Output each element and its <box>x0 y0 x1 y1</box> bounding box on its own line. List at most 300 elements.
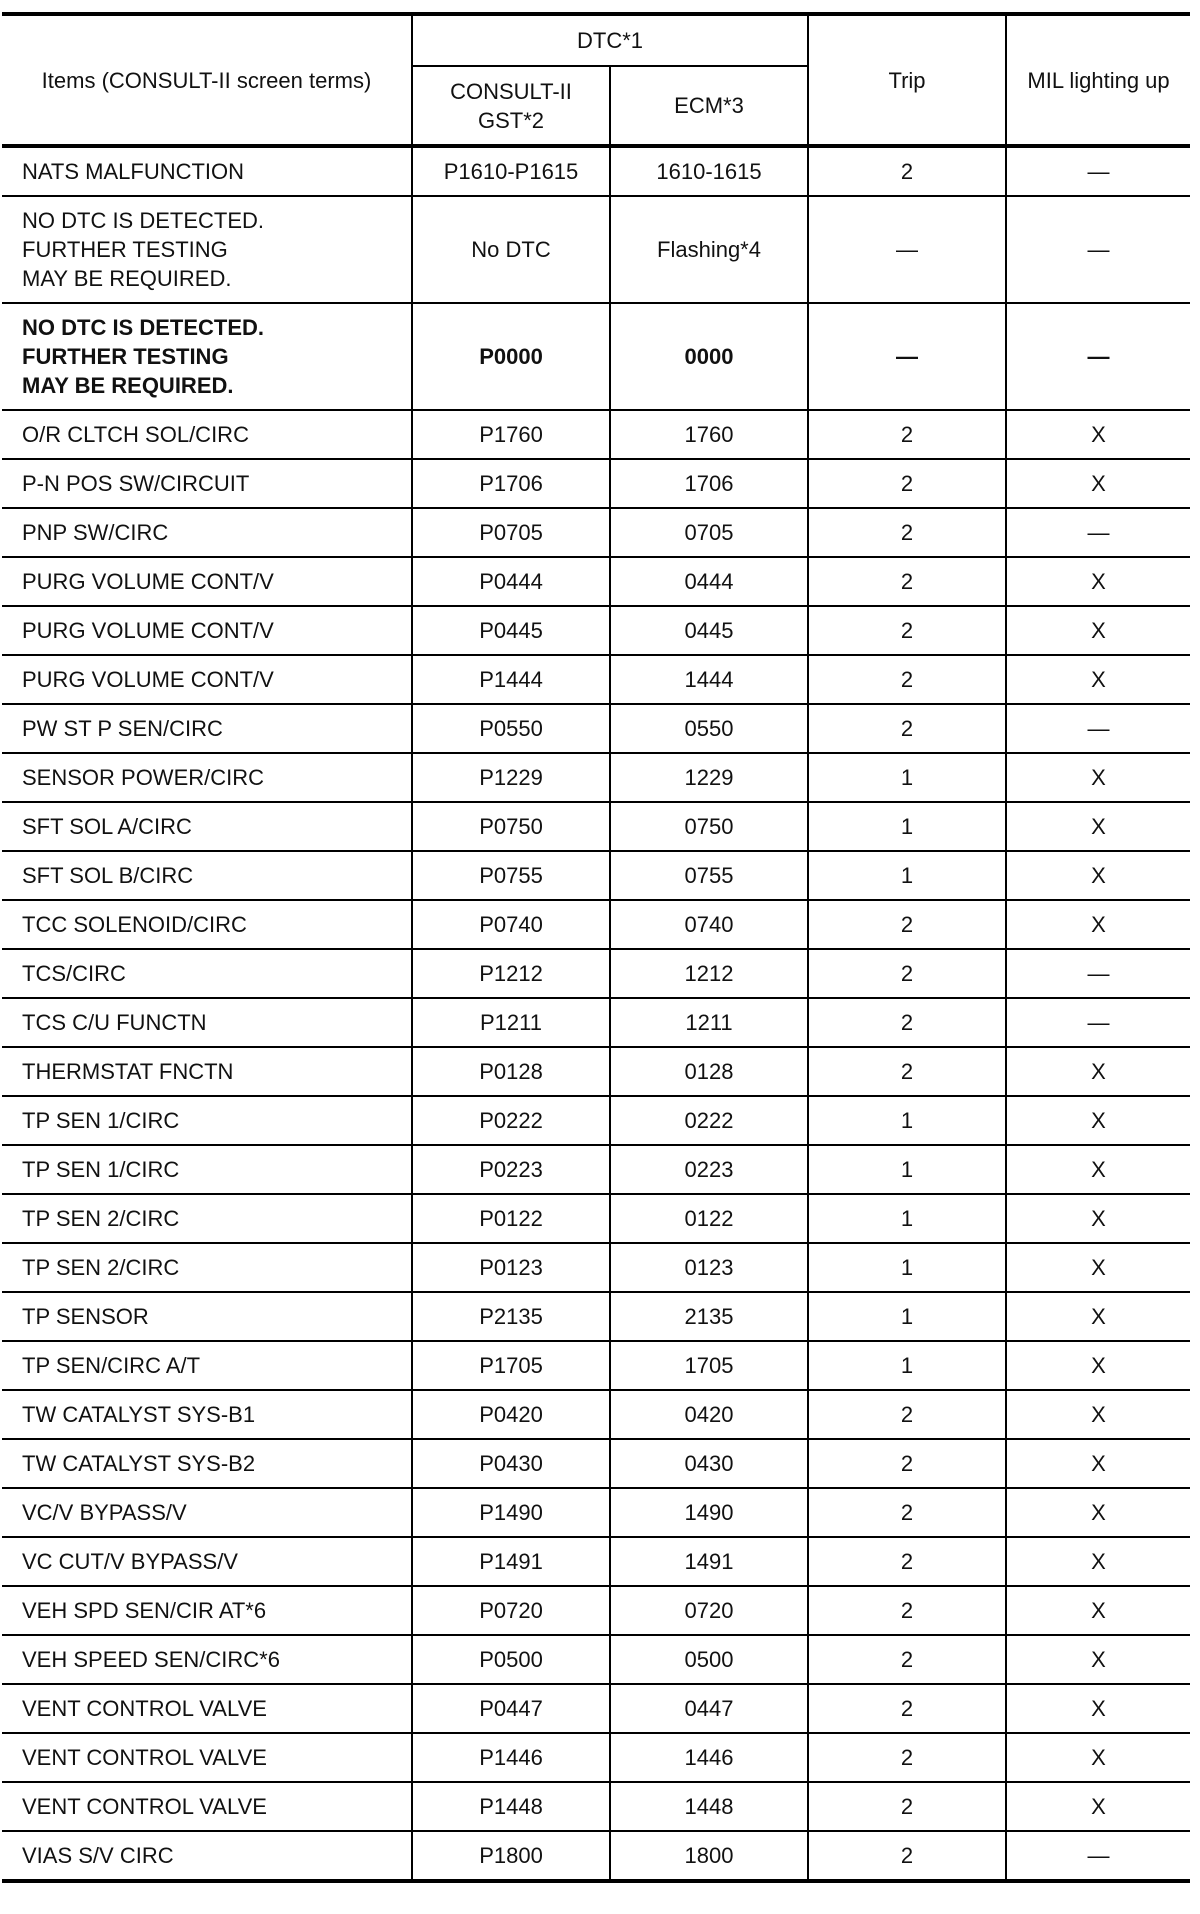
cell-mil-text: X <box>1091 1794 1106 1819</box>
cell-trip <box>808 753 1006 802</box>
cell-ecm-code <box>610 1390 808 1439</box>
cell-item <box>2 303 412 410</box>
cell-ecm-code <box>610 1439 808 1488</box>
cell-ecm-code-text: 1211 <box>685 1010 733 1035</box>
cell-mil-text: — <box>1087 344 1110 369</box>
cell-mil-text: X <box>1091 765 1106 790</box>
cell-consult-code-text: P0500 <box>479 1647 543 1672</box>
cell-ecm-code-text: 0447 <box>684 1696 734 1721</box>
cell-mil <box>1006 900 1190 949</box>
cell-trip <box>808 655 1006 704</box>
cell-item <box>2 998 412 1047</box>
cell-trip-text: — <box>896 237 919 262</box>
cell-trip <box>808 1194 1006 1243</box>
header-consult-label: CONSULT-II GST*2 <box>450 78 572 133</box>
dtc-table <box>2 12 1190 1883</box>
cell-item-text: P-N POS SW/CIRCUIT <box>22 471 250 496</box>
cell-item-text: TCS C/U FUNCTN <box>22 1010 207 1035</box>
table-row <box>2 1733 1190 1782</box>
cell-item-text: PURG VOLUME CONT/V <box>22 667 274 692</box>
cell-trip <box>808 303 1006 410</box>
cell-item-text: PNP SW/CIRC <box>22 520 169 545</box>
cell-mil <box>1006 655 1190 704</box>
cell-item-text: TCC SOLENOID/CIRC <box>22 912 247 937</box>
header-trip: Trip <box>808 14 1006 146</box>
cell-mil <box>1006 459 1190 508</box>
cell-mil-text: X <box>1091 1500 1106 1525</box>
table-row <box>2 655 1190 704</box>
cell-trip-text: 2 <box>900 961 914 986</box>
cell-item-text: VEH SPD SEN/CIR AT*6 <box>22 1598 267 1623</box>
cell-trip-text: 2 <box>900 1598 914 1623</box>
cell-consult-code-text: P0444 <box>479 569 543 594</box>
cell-trip <box>808 508 1006 557</box>
cell-item-text: TP SEN 2/CIRC <box>22 1255 180 1280</box>
cell-mil <box>1006 1635 1190 1684</box>
table-row <box>2 1096 1190 1145</box>
cell-item <box>2 851 412 900</box>
cell-ecm-code <box>610 753 808 802</box>
cell-mil-text: — <box>1087 159 1110 184</box>
table-row <box>2 303 1190 410</box>
table-row <box>2 949 1190 998</box>
cell-consult-code <box>412 410 610 459</box>
cell-consult-code <box>412 998 610 1047</box>
cell-consult-code-text: P0550 <box>479 716 543 741</box>
cell-consult-code <box>412 1684 610 1733</box>
cell-mil <box>1006 1586 1190 1635</box>
table-row <box>2 1145 1190 1194</box>
cell-item <box>2 1243 412 1292</box>
cell-trip <box>808 1439 1006 1488</box>
cell-item-text: TP SEN 1/CIRC <box>22 1157 180 1182</box>
cell-trip-text: 2 <box>900 912 914 937</box>
cell-consult-code-text: P2135 <box>479 1304 543 1329</box>
cell-mil-text: X <box>1091 912 1106 937</box>
cell-mil-text: X <box>1091 1255 1106 1280</box>
cell-ecm-code-text: 1706 <box>684 471 734 496</box>
header-items <box>2 14 412 146</box>
cell-item-text: O/R CLTCH SOL/CIRC <box>22 422 249 447</box>
table-row <box>2 1831 1190 1881</box>
cell-mil <box>1006 1243 1190 1292</box>
cell-consult-code-text: P1491 <box>479 1549 543 1574</box>
cell-mil <box>1006 1047 1190 1096</box>
cell-mil-text: — <box>1087 237 1110 262</box>
cell-consult-code-text: P0750 <box>479 814 543 839</box>
cell-item-text: NO DTC IS DETECTED. FURTHER TESTING MAY BE REQUIRED. <box>22 315 265 398</box>
cell-trip <box>808 1243 1006 1292</box>
cell-item-text: VEH SPEED SEN/CIRC*6 <box>22 1647 280 1672</box>
cell-consult-code-text: P1448 <box>479 1794 543 1819</box>
cell-item-text: VIAS S/V CIRC <box>22 1843 174 1868</box>
cell-mil <box>1006 1733 1190 1782</box>
header-ecm: ECM*3 <box>610 66 808 146</box>
cell-ecm-code <box>610 1635 808 1684</box>
cell-item <box>2 1537 412 1586</box>
cell-trip <box>808 196 1006 303</box>
cell-ecm-code <box>610 1145 808 1194</box>
cell-consult-code <box>412 1341 610 1390</box>
cell-ecm-code <box>610 1194 808 1243</box>
cell-mil <box>1006 410 1190 459</box>
cell-consult-code-text: P0720 <box>479 1598 543 1623</box>
cell-trip-text: 2 <box>900 1745 914 1770</box>
cell-ecm-code-text: 0444 <box>684 569 734 594</box>
cell-ecm-code-text: 1448 <box>684 1794 734 1819</box>
table-row <box>2 1439 1190 1488</box>
cell-ecm-code-text: 1490 <box>684 1500 734 1525</box>
cell-item-text: SENSOR POWER/CIRC <box>22 765 265 790</box>
header-items-label: Items (CONSULT-II screen terms) <box>41 67 372 93</box>
cell-item-text: TP SEN 1/CIRC <box>22 1108 180 1133</box>
cell-ecm-code-text: 1610-1615 <box>656 159 762 184</box>
cell-ecm-code-text: 1491 <box>684 1549 734 1574</box>
cell-trip <box>808 1831 1006 1881</box>
table-row <box>2 1586 1190 1635</box>
cell-trip-text: 2 <box>900 1010 914 1035</box>
cell-consult-code <box>412 802 610 851</box>
cell-ecm-code <box>610 1782 808 1831</box>
cell-mil-text: X <box>1091 618 1106 643</box>
cell-consult-code <box>412 655 610 704</box>
cell-trip-text: — <box>896 344 919 369</box>
cell-mil <box>1006 1782 1190 1831</box>
cell-ecm-code-text: 0750 <box>684 814 734 839</box>
cell-item-text: SFT SOL A/CIRC <box>22 814 192 839</box>
cell-mil-text: X <box>1091 1696 1106 1721</box>
cell-consult-code <box>412 1537 610 1586</box>
cell-ecm-code <box>610 557 808 606</box>
cell-trip <box>808 949 1006 998</box>
table-row <box>2 410 1190 459</box>
cell-ecm-code-text: 0420 <box>684 1402 734 1427</box>
cell-item <box>2 1439 412 1488</box>
cell-consult-code-text: P0445 <box>479 618 543 643</box>
cell-item <box>2 146 412 196</box>
cell-mil-text: X <box>1091 1304 1106 1329</box>
cell-trip <box>808 1096 1006 1145</box>
cell-consult-code <box>412 1733 610 1782</box>
cell-mil-text: — <box>1087 716 1110 741</box>
cell-trip <box>808 1292 1006 1341</box>
cell-mil-text: X <box>1091 1402 1106 1427</box>
table-row <box>2 459 1190 508</box>
cell-item-text: TW CATALYST SYS-B2 <box>22 1451 256 1476</box>
cell-mil <box>1006 1194 1190 1243</box>
cell-item <box>2 1635 412 1684</box>
cell-item <box>2 949 412 998</box>
cell-consult-code-text: P1800 <box>479 1843 543 1868</box>
cell-mil-text: X <box>1091 814 1106 839</box>
cell-consult-code <box>412 1831 610 1881</box>
cell-ecm-code-text: 0123 <box>684 1255 734 1280</box>
cell-ecm-code <box>610 900 808 949</box>
cell-trip-text: 2 <box>900 1794 914 1819</box>
cell-mil <box>1006 1488 1190 1537</box>
cell-consult-code <box>412 1243 610 1292</box>
cell-trip-text: 1 <box>900 1108 914 1133</box>
cell-mil <box>1006 303 1190 410</box>
cell-ecm-code-text: Flashing*4 <box>657 237 761 262</box>
table-header <box>2 14 1190 146</box>
table-row <box>2 1341 1190 1390</box>
cell-trip <box>808 1537 1006 1586</box>
cell-ecm-code <box>610 1341 808 1390</box>
cell-item <box>2 655 412 704</box>
table-row <box>2 196 1190 303</box>
cell-trip-text: 2 <box>900 716 914 741</box>
table-row <box>2 1537 1190 1586</box>
cell-item <box>2 1292 412 1341</box>
cell-item-text: TW CATALYST SYS-B1 <box>22 1402 256 1427</box>
cell-trip <box>808 802 1006 851</box>
cell-trip <box>808 1047 1006 1096</box>
cell-ecm-code-text: 1705 <box>684 1353 734 1378</box>
cell-trip <box>808 459 1006 508</box>
cell-mil-text: X <box>1091 1451 1106 1476</box>
table-row <box>2 900 1190 949</box>
cell-mil-text: X <box>1091 667 1106 692</box>
cell-consult-code-text: P1706 <box>479 471 543 496</box>
cell-trip <box>808 1635 1006 1684</box>
cell-ecm-code-text: 0550 <box>684 716 734 741</box>
cell-item <box>2 1488 412 1537</box>
cell-item <box>2 704 412 753</box>
cell-trip-text: 1 <box>900 863 914 888</box>
cell-consult-code-text: P1212 <box>479 961 543 986</box>
cell-consult-code-text: P0755 <box>479 863 543 888</box>
cell-trip-text: 2 <box>900 159 914 184</box>
cell-trip-text: 1 <box>900 1304 914 1329</box>
cell-ecm-code-text: 2135 <box>684 1304 734 1329</box>
cell-ecm-code <box>610 802 808 851</box>
cell-consult-code <box>412 1096 610 1145</box>
cell-mil <box>1006 753 1190 802</box>
cell-mil-text: X <box>1091 1549 1106 1574</box>
cell-trip <box>808 1586 1006 1635</box>
cell-consult-code <box>412 753 610 802</box>
cell-ecm-code-text: 0720 <box>684 1598 734 1623</box>
cell-item <box>2 802 412 851</box>
cell-ecm-code-text: 1446 <box>684 1745 734 1770</box>
cell-trip-text: 2 <box>900 1402 914 1427</box>
cell-mil <box>1006 146 1190 196</box>
cell-item <box>2 1194 412 1243</box>
cell-ecm-code-text: 0445 <box>684 618 734 643</box>
cell-consult-code <box>412 1635 610 1684</box>
cell-ecm-code-text: 0705 <box>684 520 734 545</box>
cell-item-text: VC/V BYPASS/V <box>22 1500 187 1525</box>
cell-mil-text: X <box>1091 1059 1106 1084</box>
cell-ecm-code <box>610 1488 808 1537</box>
cell-item <box>2 1831 412 1881</box>
cell-ecm-code <box>610 655 808 704</box>
cell-mil-text: X <box>1091 422 1106 447</box>
cell-item <box>2 1586 412 1635</box>
cell-mil <box>1006 949 1190 998</box>
table-row <box>2 557 1190 606</box>
table-row <box>2 1243 1190 1292</box>
cell-trip <box>808 1733 1006 1782</box>
table-row <box>2 1292 1190 1341</box>
cell-item <box>2 196 412 303</box>
cell-mil <box>1006 802 1190 851</box>
cell-consult-code <box>412 704 610 753</box>
cell-consult-code <box>412 900 610 949</box>
cell-trip-text: 2 <box>900 1059 914 1084</box>
cell-trip <box>808 998 1006 1047</box>
cell-trip-text: 2 <box>900 667 914 692</box>
cell-mil <box>1006 1537 1190 1586</box>
cell-item <box>2 1341 412 1390</box>
cell-item <box>2 1684 412 1733</box>
cell-trip-text: 2 <box>900 1500 914 1525</box>
cell-ecm-code-text: 1212 <box>684 961 734 986</box>
cell-mil <box>1006 1145 1190 1194</box>
cell-item <box>2 1390 412 1439</box>
cell-mil-text: X <box>1091 1206 1106 1231</box>
cell-ecm-code-text: 0222 <box>684 1108 734 1133</box>
cell-consult-code-text: P0420 <box>479 1402 543 1427</box>
cell-mil-text: X <box>1091 569 1106 594</box>
cell-trip <box>808 410 1006 459</box>
cell-ecm-code <box>610 196 808 303</box>
table-row <box>2 851 1190 900</box>
cell-item-text: VC CUT/V BYPASS/V <box>22 1549 238 1574</box>
cell-item <box>2 900 412 949</box>
cell-ecm-code <box>610 1096 808 1145</box>
cell-consult-code-text: P0740 <box>479 912 543 937</box>
cell-item-text: TP SEN/CIRC A/T <box>22 1353 201 1378</box>
table-row <box>2 1684 1190 1733</box>
cell-ecm-code-text: 0000 <box>684 344 734 369</box>
cell-consult-code <box>412 949 610 998</box>
cell-trip <box>808 1341 1006 1390</box>
cell-trip-text: 1 <box>900 1157 914 1182</box>
cell-consult-code-text: P1229 <box>479 765 543 790</box>
cell-consult-code <box>412 196 610 303</box>
cell-mil-text: X <box>1091 1745 1106 1770</box>
cell-mil <box>1006 998 1190 1047</box>
cell-mil <box>1006 196 1190 303</box>
cell-consult-code-text: P0223 <box>479 1157 543 1182</box>
cell-trip-text: 2 <box>900 422 914 447</box>
cell-mil-text: — <box>1087 520 1110 545</box>
cell-mil-text: — <box>1087 1010 1110 1035</box>
cell-item-text: TP SEN 2/CIRC <box>22 1206 180 1231</box>
cell-item-text: TCS/CIRC <box>22 961 126 986</box>
cell-consult-code-text: P0222 <box>479 1108 543 1133</box>
cell-ecm-code <box>610 1733 808 1782</box>
cell-trip <box>808 1782 1006 1831</box>
cell-mil-text: X <box>1091 1108 1106 1133</box>
cell-trip <box>808 1145 1006 1194</box>
cell-ecm-code <box>610 1831 808 1881</box>
cell-item-text: PURG VOLUME CONT/V <box>22 569 274 594</box>
cell-mil <box>1006 1684 1190 1733</box>
cell-trip-text: 1 <box>900 1255 914 1280</box>
cell-mil <box>1006 557 1190 606</box>
cell-mil <box>1006 606 1190 655</box>
cell-consult-code <box>412 1047 610 1096</box>
cell-consult-code <box>412 1782 610 1831</box>
cell-ecm-code-text: 1800 <box>684 1843 734 1868</box>
cell-consult-code-text: P0000 <box>479 344 543 369</box>
cell-ecm-code-text: 0128 <box>684 1059 734 1084</box>
cell-ecm-code <box>610 1292 808 1341</box>
cell-consult-code-text: P1705 <box>479 1353 543 1378</box>
table-body <box>2 146 1190 1881</box>
cell-ecm-code <box>610 1586 808 1635</box>
cell-ecm-code <box>610 606 808 655</box>
cell-consult-code-text: P1760 <box>479 422 543 447</box>
cell-trip-text: 1 <box>900 814 914 839</box>
cell-item-text: SFT SOL B/CIRC <box>22 863 194 888</box>
cell-mil <box>1006 704 1190 753</box>
cell-trip <box>808 1488 1006 1537</box>
cell-consult-code <box>412 1292 610 1341</box>
cell-ecm-code <box>610 1243 808 1292</box>
cell-consult-code-text: No DTC <box>471 237 551 262</box>
cell-item <box>2 606 412 655</box>
cell-trip-text: 2 <box>900 1843 914 1868</box>
cell-mil-text: X <box>1091 1647 1106 1672</box>
cell-mil <box>1006 1292 1190 1341</box>
cell-ecm-code <box>610 704 808 753</box>
cell-trip <box>808 1684 1006 1733</box>
table-row <box>2 1782 1190 1831</box>
cell-ecm-code <box>610 303 808 410</box>
cell-item <box>2 410 412 459</box>
cell-item <box>2 459 412 508</box>
table-row <box>2 998 1190 1047</box>
cell-ecm-code-text: 1444 <box>684 667 734 692</box>
cell-consult-code <box>412 557 610 606</box>
table-row <box>2 802 1190 851</box>
cell-ecm-code-text: 0500 <box>684 1647 734 1672</box>
cell-trip-text: 2 <box>900 520 914 545</box>
cell-consult-code <box>412 606 610 655</box>
cell-trip <box>808 900 1006 949</box>
cell-consult-code <box>412 1390 610 1439</box>
cell-consult-code <box>412 1194 610 1243</box>
cell-mil <box>1006 1096 1190 1145</box>
cell-mil <box>1006 508 1190 557</box>
cell-mil <box>1006 1831 1190 1881</box>
cell-item <box>2 1782 412 1831</box>
cell-item <box>2 557 412 606</box>
table-row <box>2 508 1190 557</box>
table-row <box>2 1047 1190 1096</box>
cell-mil <box>1006 1390 1190 1439</box>
cell-item-text: NO DTC IS DETECTED. FURTHER TESTING MAY BE REQUIRED. <box>22 208 265 291</box>
cell-ecm-code <box>610 1684 808 1733</box>
cell-trip <box>808 557 1006 606</box>
cell-ecm-code-text: 0430 <box>684 1451 734 1476</box>
table-row <box>2 753 1190 802</box>
cell-ecm-code-text: 0223 <box>684 1157 734 1182</box>
cell-consult-code-text: P1444 <box>479 667 543 692</box>
cell-ecm-code <box>610 1537 808 1586</box>
cell-item-text: THERMSTAT FNCTN <box>22 1059 234 1084</box>
cell-mil-text: X <box>1091 471 1106 496</box>
cell-trip <box>808 606 1006 655</box>
table-row <box>2 1194 1190 1243</box>
cell-consult-code-text: P0447 <box>479 1696 543 1721</box>
cell-item <box>2 508 412 557</box>
cell-trip <box>808 146 1006 196</box>
